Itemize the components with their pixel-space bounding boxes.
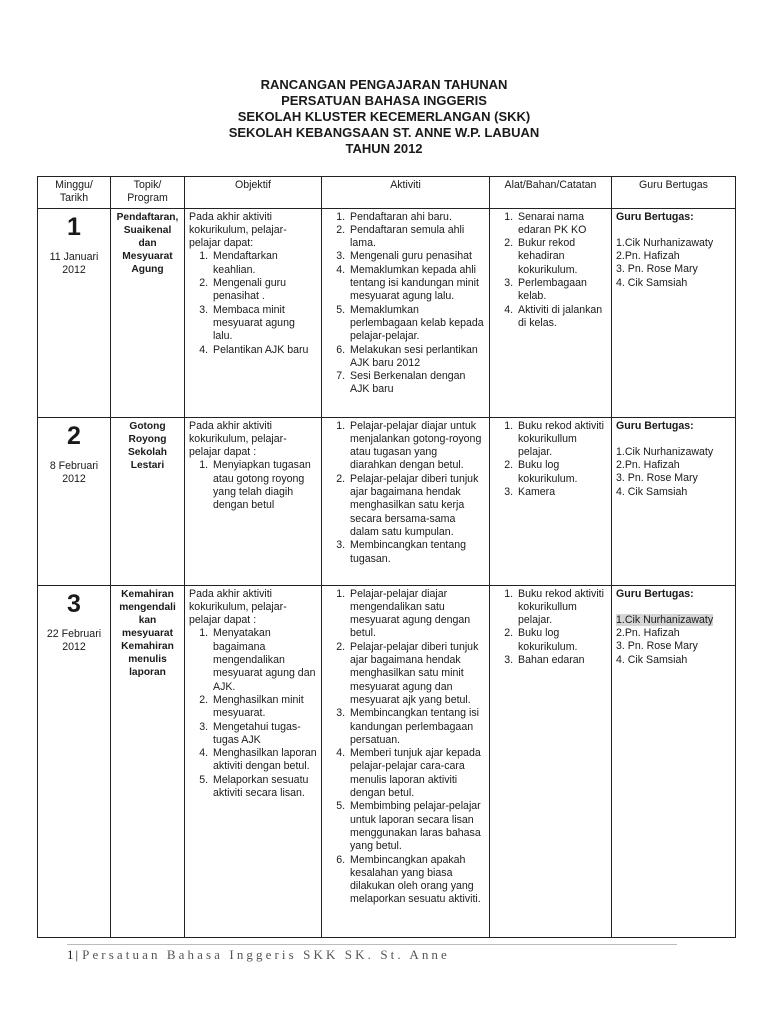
list-item: 3. Kamera <box>516 486 607 499</box>
list-item: 3. Membincangkan tentang isi kandungan perlembagaan persatuan. <box>348 707 485 747</box>
list-item: 2. Buku log kokurikulum. <box>516 627 607 654</box>
list-item: 1. Menyiapkan tugasan atau gotong royong yang telah diagih dengan betul <box>211 459 317 512</box>
list-item: 1. Buku rekod aktiviti kokurikullum pelajar. <box>516 588 607 628</box>
list-item: 3. Membincangkan tentang tugasan. <box>348 539 485 566</box>
list-item: 6. Melakukan sesi perlantikan AJK baru 2012 <box>348 344 485 371</box>
activity-cell <box>322 417 490 585</box>
week-date: 22 Februari 2012 <box>46 627 102 653</box>
week-date: 11 Januari 2012 <box>49 250 99 276</box>
list-item: 6. Membincangkan apakah kesalahan yang biasa dilakukan oleh orang yang melaporkan sesuatu aktiviti. <box>348 854 485 907</box>
week-number: 2 <box>67 421 81 450</box>
document-title <box>0 77 768 157</box>
list-item: 5. Melaporkan sesuatu aktiviti secara lisan. <box>211 774 317 801</box>
list-item: 1. Pelajar-pelajar diajar untuk menjalankan gotong-royong atau tugasan yang diarahkan dengan betul. <box>348 420 485 473</box>
objective-cell <box>185 208 322 417</box>
objective-list <box>189 459 317 512</box>
list-item: 4. Aktiviti di jalankan di kelas. <box>516 304 607 331</box>
list-item: 3. Membaca minit mesyuarat agung lalu. <box>211 304 317 344</box>
week-number: 3 <box>67 589 81 618</box>
objective-list <box>189 250 317 356</box>
teacher-name: 4. Cik Samsiah <box>616 485 688 498</box>
list-item: 3. Bahan edaran <box>516 654 607 667</box>
column-header-materials: Alat/Bahan/Catatan <box>490 177 612 209</box>
topic-cell: Kemahiran mengendali kan mesyuarat Kemahiran menulis laporan <box>111 585 185 937</box>
activity-list <box>326 211 485 397</box>
objective-cell <box>185 585 322 937</box>
list-item: 2. Pelajar-pelajar diberi tunjuk ajar bagaimana hendak menghasilkan satu kerja secara bersama-sama dalam satu kumpulan. <box>348 473 485 539</box>
list-item: 1. Mendaftarkan keahlian. <box>211 250 317 277</box>
teacher-name: 2.Pn. Hafizah <box>616 459 680 472</box>
teaching-plan-table <box>37 176 736 938</box>
list-item: 1. Buku rekod aktiviti kokurikullum pelajar. <box>516 420 607 460</box>
week-cell <box>38 417 111 585</box>
topic-cell: Gotong Royong Sekolah Lestari <box>111 417 185 585</box>
materials-list <box>494 420 607 500</box>
title-line-5: TAHUN 2012 <box>345 141 423 156</box>
list-item: 2. Buku log kokurikulum. <box>516 459 607 486</box>
list-item: 3. Mengetahui tugas-tugas AJK <box>211 721 317 748</box>
teacher-name: 1.Cik Nurhanizawaty <box>616 445 714 458</box>
page-number: 1 <box>67 947 74 962</box>
activity-cell <box>322 208 490 417</box>
table-row <box>38 585 736 937</box>
teacher-name: 3. Pn. Rose Mary <box>616 263 698 276</box>
materials-list <box>494 211 607 331</box>
table-header-row <box>38 177 736 209</box>
teacher-name: 4. Cik Samsiah <box>616 276 688 289</box>
title-line-2: PERSATUAN BAHASA INGGERIS <box>281 93 487 108</box>
objective-intro: Pada akhir aktiviti kokurikulum, pelajar-pelajar dapat : <box>189 419 287 459</box>
teacher-name: 1.Cik Nurhanizawaty <box>616 236 714 249</box>
footer-separator: | <box>75 947 79 962</box>
objective-list <box>189 627 317 800</box>
list-item: 4. Menghasilkan laporan aktiviti dengan betul. <box>211 747 317 774</box>
list-item: 2. Mengenali guru penasihat . <box>211 277 317 304</box>
teacher-name: 2.Pn. Hafizah <box>616 250 680 263</box>
list-item: 5. Membimbing pelajar-pelajar untuk laporan secara lisan menggunakan laras bahasa yang betul. <box>348 800 485 853</box>
title-line-1: RANCANGAN PENGAJARAN TAHUNAN <box>260 77 508 92</box>
list-item: 1. Pelajar-pelajar diajar mengendalikan satu mesyuarat agung dengan betul. <box>348 588 485 641</box>
objective-intro: Pada akhir aktiviti kokurikulum, pelajar-pelajar dapat: <box>189 210 287 250</box>
list-item: 2. Pelajar-pelajar diberi tunjuk ajar bagaimana hendak menghasilkan satu minit mesyuarat agung dan mesyuarat ajk yang betul. <box>348 641 485 707</box>
teachers-cell <box>612 208 736 417</box>
list-item: 1. Menyatakan bagaimana mengendalikan mesyuarat agung dan AJK. <box>211 627 317 693</box>
list-item: 4. Memberi tunjuk ajar kepada pelajar-pelajar cara-cara menulis laporan aktiviti dengan betul. <box>348 747 485 800</box>
topic-cell: Pendaftaran, Suaikenal dan Mesyuarat Agung <box>111 208 185 417</box>
page-footer <box>67 947 450 963</box>
column-header-objective: Objektif <box>185 177 322 209</box>
column-header-topic: Topik/ Program <box>111 177 185 209</box>
materials-cell <box>490 208 612 417</box>
activity-list <box>326 588 485 907</box>
table-row <box>38 208 736 417</box>
materials-cell <box>490 417 612 585</box>
teacher-name-highlighted: 1.Cik Nurhanizawaty <box>616 613 714 626</box>
materials-list <box>494 588 607 668</box>
list-item: 2. Pendaftaran semula ahli lama. <box>348 224 485 251</box>
table-row <box>38 417 736 585</box>
list-item: 1. Senarai nama edaran PK KO <box>516 211 607 238</box>
list-item: 3. Perlembagaan kelab. <box>516 277 607 304</box>
list-item: 2. Menghasilkan minit mesyuarat. <box>211 694 317 721</box>
teachers-heading: Guru Bertugas: <box>616 587 694 600</box>
teacher-name: 4. Cik Samsiah <box>616 653 688 666</box>
week-cell <box>38 585 111 937</box>
objective-cell <box>185 417 322 585</box>
teacher-name: 2.Pn. Hafizah <box>616 627 680 640</box>
list-item: 4. Pelantikan AJK baru <box>211 344 317 357</box>
column-header-week: Minggu/ Tarikh <box>38 177 111 209</box>
teachers-heading: Guru Bertugas: <box>616 419 694 432</box>
footer-text: Persatuan Bahasa Inggeris SKK SK. St. Anne <box>82 947 450 962</box>
teachers-heading: Guru Bertugas: <box>616 210 694 223</box>
activity-cell <box>322 585 490 937</box>
list-item: 7. Sesi Berkenalan dengan AJK baru <box>348 370 485 397</box>
column-header-activity: Aktiviti <box>322 177 490 209</box>
list-item: 4. Memaklumkan kepada ahli tentang isi kandungan minit mesyuarat agung lalu. <box>348 264 485 304</box>
teachers-cell <box>612 417 736 585</box>
title-line-4: SEKOLAH KEBANGSAAN ST. ANNE W.P. LABUAN <box>228 125 540 140</box>
list-item: 1. Pendaftaran ahi baru. <box>348 211 485 224</box>
teacher-name: 3. Pn. Rose Mary <box>616 472 698 485</box>
week-number: 1 <box>67 212 81 241</box>
teacher-name: 3. Pn. Rose Mary <box>616 640 698 653</box>
list-item: 2. Bukur rekod kehadiran kokurikulum. <box>516 237 607 277</box>
objective-intro: Pada akhir aktiviti kokurikulum, pelajar-pelajar dapat : <box>189 587 287 627</box>
column-header-teachers: Guru Bertugas <box>612 177 736 209</box>
week-date: 8 Februari 2012 <box>49 459 99 485</box>
list-item: 5. Memaklumkan perlembagaan kelab kepada pelajar-pelajar. <box>348 304 485 344</box>
title-line-3: SEKOLAH KLUSTER KECEMERLANGAN (SKK) <box>237 109 531 124</box>
footer-divider <box>67 944 677 945</box>
week-cell <box>38 208 111 417</box>
list-item: 3. Mengenali guru penasihat <box>348 250 485 263</box>
materials-cell <box>490 585 612 937</box>
activity-list <box>326 420 485 566</box>
teachers-cell <box>612 585 736 937</box>
